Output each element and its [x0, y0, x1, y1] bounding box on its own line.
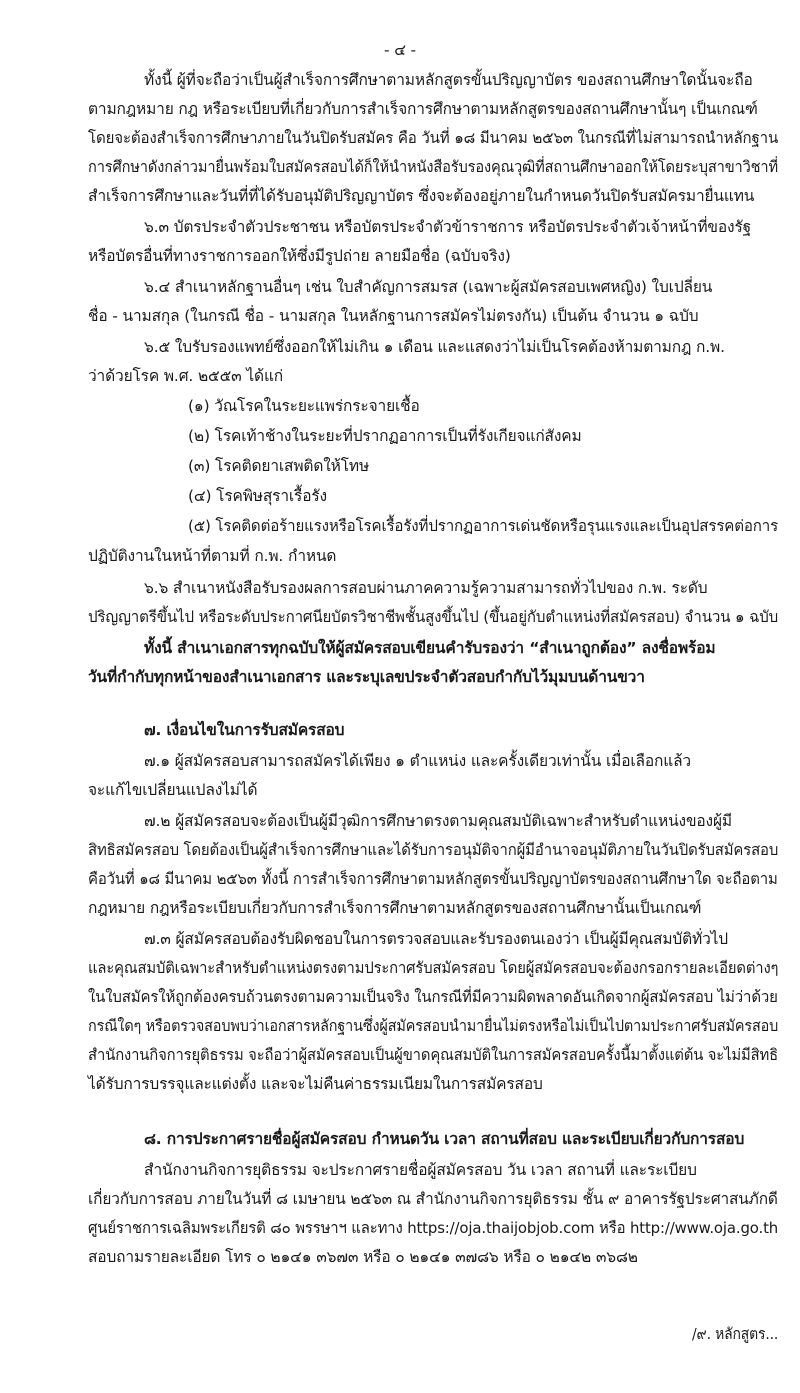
paragraph-line: สำเร็จการศึกษาและวันที่ที่ได้รับอนุมัติปริญญาบัตร ซึ่งจะต้องอยู่ภายในกำหนดวันปิดรับสมัครมายื่นแทน — [88, 187, 755, 205]
paragraph-line: ได้รับการบรรจุและแต่งตั้ง และจะไม่คืนค่าธรรมเนียมในการสมัครสอบ — [88, 1075, 543, 1093]
paragraph-line: ชื่อ - นามสกุล (ในกรณี ชื่อ - นามสกุล ในหลักฐานการสมัครไม่ตรงกัน) เป็นต้น จำนวน ๑ ฉบับ — [88, 307, 699, 325]
paragraph-line: ๗.๑ ผู้สมัครสอบสามารถสมัครได้เพียง ๑ ตำแหน่ง และครั้งเดียวเท่านั้น เมื่อเลือกแล้ว — [144, 752, 691, 770]
paragraph-line: ในใบสมัครให้ถูกต้องครบถ้วนตรงตามความเป็นจริง ในกรณีที่มีความผิดพลาดอันเกิดจากผู้สมัครสอบ ไม่ว่าด้วย — [88, 988, 778, 1006]
paragraph-line: สิทธิสมัครสอบ โดยต้องเป็นผู้สำเร็จการศึกษาและได้รับการอนุมัติจากผู้มีอำนาจอนุมัติภายในวันปิดรับสมัครสอบ — [88, 841, 779, 859]
paragraph-line: ตามกฎหมาย กฎ หรือระเบียบที่เกี่ยวกับการสำเร็จการศึกษาตามหลักสูตรของสถานศึกษานั้นๆ เป็นเกณฑ์ — [88, 100, 758, 118]
paragraph-line: โดยจะต้องสำเร็จการศึกษาภายในวันปิดรับสมัคร คือ วันที่ ๑๘ มีนาคม ๒๕๖๓ ในกรณีที่ไม่สามารถนำหลักฐาน — [88, 129, 779, 147]
paragraph-line: และคุณสมบัติเฉพาะสำหรับตำแหน่งตรงตามประกาศรับสมัครสอบ โดยผู้สมัครสอบจะต้องกรอกรายละเอียดต่างๆ — [88, 959, 779, 977]
section-heading: ๘. การประกาศรายชื่อผู้สมัครสอบ กำหนดวัน เวลา สถานที่สอบ และระเบียบเกี่ยวกับการสอบ — [144, 1130, 745, 1148]
paragraph-line: การศึกษาดังกล่าวมายื่นพร้อมใบสมัครสอบได้ก็ให้นำหนังสือรับรองคุณวุฒิที่สถานศึกษาออกให้โดยระบุสาขาวิชาที่ — [88, 158, 778, 176]
list-item: (๔) โรคพิษสุราเรื้อรัง — [188, 487, 327, 505]
paragraph-line: ๖.๖ สำเนาหนังสือรับรองผลการสอบผ่านภาคความรู้ความสามารถทั่วไปของ ก.พ. ระดับ — [144, 579, 708, 597]
paragraph-line: ๗.๓ ผู้สมัครสอบต้องรับผิดชอบในการตรวจสอบและรับรองตนเองว่า เป็นผู้มีคุณสมบัติทั่วไป — [144, 930, 728, 948]
paragraph-line: เกี่ยวกับการสอบ ภายในวันที่ ๘ เมษายน ๒๕๖๓ ณ สำนักงานกิจการยุติธรรม ชั้น ๙ อาคารรัฐประศาสนภักดี — [88, 1190, 778, 1208]
section-heading: ๗. เงื่อนไขในการรับสมัครสอบ — [144, 721, 345, 739]
paragraph-line: กฎหมาย กฎหรือระเบียบเกี่ยวกับการสำเร็จการศึกษาตามหลักสูตรของสถานศึกษานั้นเป็นเกณฑ์ — [88, 899, 702, 917]
paragraph-line: หรือบัตรอื่นที่ทางราชการออกให้ซึ่งมีรูปถ่าย ลายมือชื่อ (ฉบับจริง) — [88, 247, 511, 265]
paragraph-line: ๖.๕ ใบรับรองแพทย์ซึ่งออกให้ไม่เกิน ๑ เดือน และแสดงว่าไม่เป็นโรคต้องห้ามตามกฎ ก.พ. — [144, 338, 725, 356]
list-item: (๑) วัณโรคในระยะแพร่กระจายเชื้อ — [188, 397, 420, 415]
emphasis-line: วันที่กำกับทุกหน้าของสำเนาเอกสาร และระบุเลขประจำตัวสอบกำกับไว้มุมบนด้านขวา — [88, 668, 645, 686]
list-item: (๒) โรคเท้าช้างในระยะที่ปรากฏอาการเป็นที่รังเกียจแก่สังคม — [188, 427, 582, 445]
paragraph-line: ศูนย์ราชการเฉลิมพระเกียรติ ๘๐ พรรษาฯ และทาง https://oja.thaijobjob.com หรือ http://www.oja.go.th — [88, 1219, 779, 1237]
paragraph-line: ว่าด้วยโรค พ.ศ. ๒๕๕๓ ได้แก่ — [88, 367, 284, 385]
paragraph-line: ปฏิบัติงานในหน้าที่ตามที่ ก.พ. กำหนด — [88, 547, 337, 565]
paragraph-line: ๖.๓ บัตรประจำตัวประชาชน หรือบัตรประจำตัวข้าราชการ หรือบัตรประจำตัวเจ้าหน้าที่ของรัฐ — [144, 218, 752, 236]
emphasis-line: ทั้งนี้ สำเนาเอกสารทุกฉบับให้ผู้สมัครสอบเขียนคำรับรองว่า “สำเนาถูกต้อง” ลงชื่อพร้อม — [144, 639, 716, 657]
page-number: - ๔ - — [383, 41, 417, 59]
paragraph-line: ทั้งนี้ ผู้ที่จะถือว่าเป็นผู้สำเร็จการศึกษาตามหลักสูตรขั้นปริญญาบัตร ของสถานศึกษาใดนั้นจะถือ — [144, 71, 753, 89]
list-item: (๓) โรคติดยาเสพติดให้โทษ — [188, 457, 370, 475]
paragraph-line: คือวันที่ ๑๘ มีนาคม ๒๕๖๓ ทั้งนี้ การสำเร็จการศึกษาตามหลักสูตรขั้นปริญญาบัตรของสถานศึกษาใด จะถือตาม — [88, 870, 778, 888]
paragraph-line: ๗.๒ ผู้สมัครสอบจะต้องเป็นผู้มีวุฒิการศึกษาตรงตามคุณสมบัติเฉพาะสำหรับตำแหน่งของผู้มี — [144, 812, 732, 830]
list-item: (๕) โรคติดต่อร้ายแรงหรือโรคเรื้อรังที่ปรากฏอาการเด่นชัดหรือรุนแรงและเป็นอุปสรรคต่อการ — [188, 517, 779, 535]
paragraph-line: จะแก้ไขเปลี่ยนแปลงไม่ได้ — [88, 781, 258, 799]
page-continuation: /๙. หลักสูตร... — [692, 1325, 779, 1343]
paragraph-line: ๖.๔ สำเนาหลักฐานอื่นๆ เช่น ใบสำคัญการสมรส (เฉพาะผู้สมัครสอบเพศหญิง) ใบเปลี่ยน — [144, 278, 713, 296]
paragraph-line: กรณีใดๆ หรือตรวจสอบพบว่าเอกสารหลักฐานซึ่งผู้สมัครสอบนำมายื่นไม่ตรงหรือไม่เป็นไปตามประกาศรับสมัครสอบ — [88, 1017, 779, 1035]
paragraph-line: สำนักงานกิจการยุติธรรม จะประกาศรายชื่อผู้สมัครสอบ วัน เวลา สถานที่ และระเบียบ — [144, 1161, 697, 1179]
paragraph-line: สำนักงานกิจการยุติธรรม จะถือว่าผู้สมัครสอบเป็นผู้ขาดคุณสมบัติในการสมัครสอบครั้งนี้มาตั้งแต่ต้น จะไม่มีสิทธิ — [88, 1046, 779, 1064]
paragraph-line: ปริญญาตรีขึ้นไป หรือระดับประกาศนียบัตรวิชาชีพชั้นสูงขึ้นไป (ขึ้นอยู่กับตำแหน่งที่สมัครสอบ) จำนวน ๑ ฉบับ — [88, 608, 779, 626]
paragraph-line: สอบถามรายละเอียด โทร ๐ ๒๑๔๑ ๓๖๗๓ หรือ ๐ ๒๑๔๑ ๓๗๘๖ หรือ ๐ ๒๑๔๒ ๓๖๘๒ — [88, 1248, 638, 1266]
